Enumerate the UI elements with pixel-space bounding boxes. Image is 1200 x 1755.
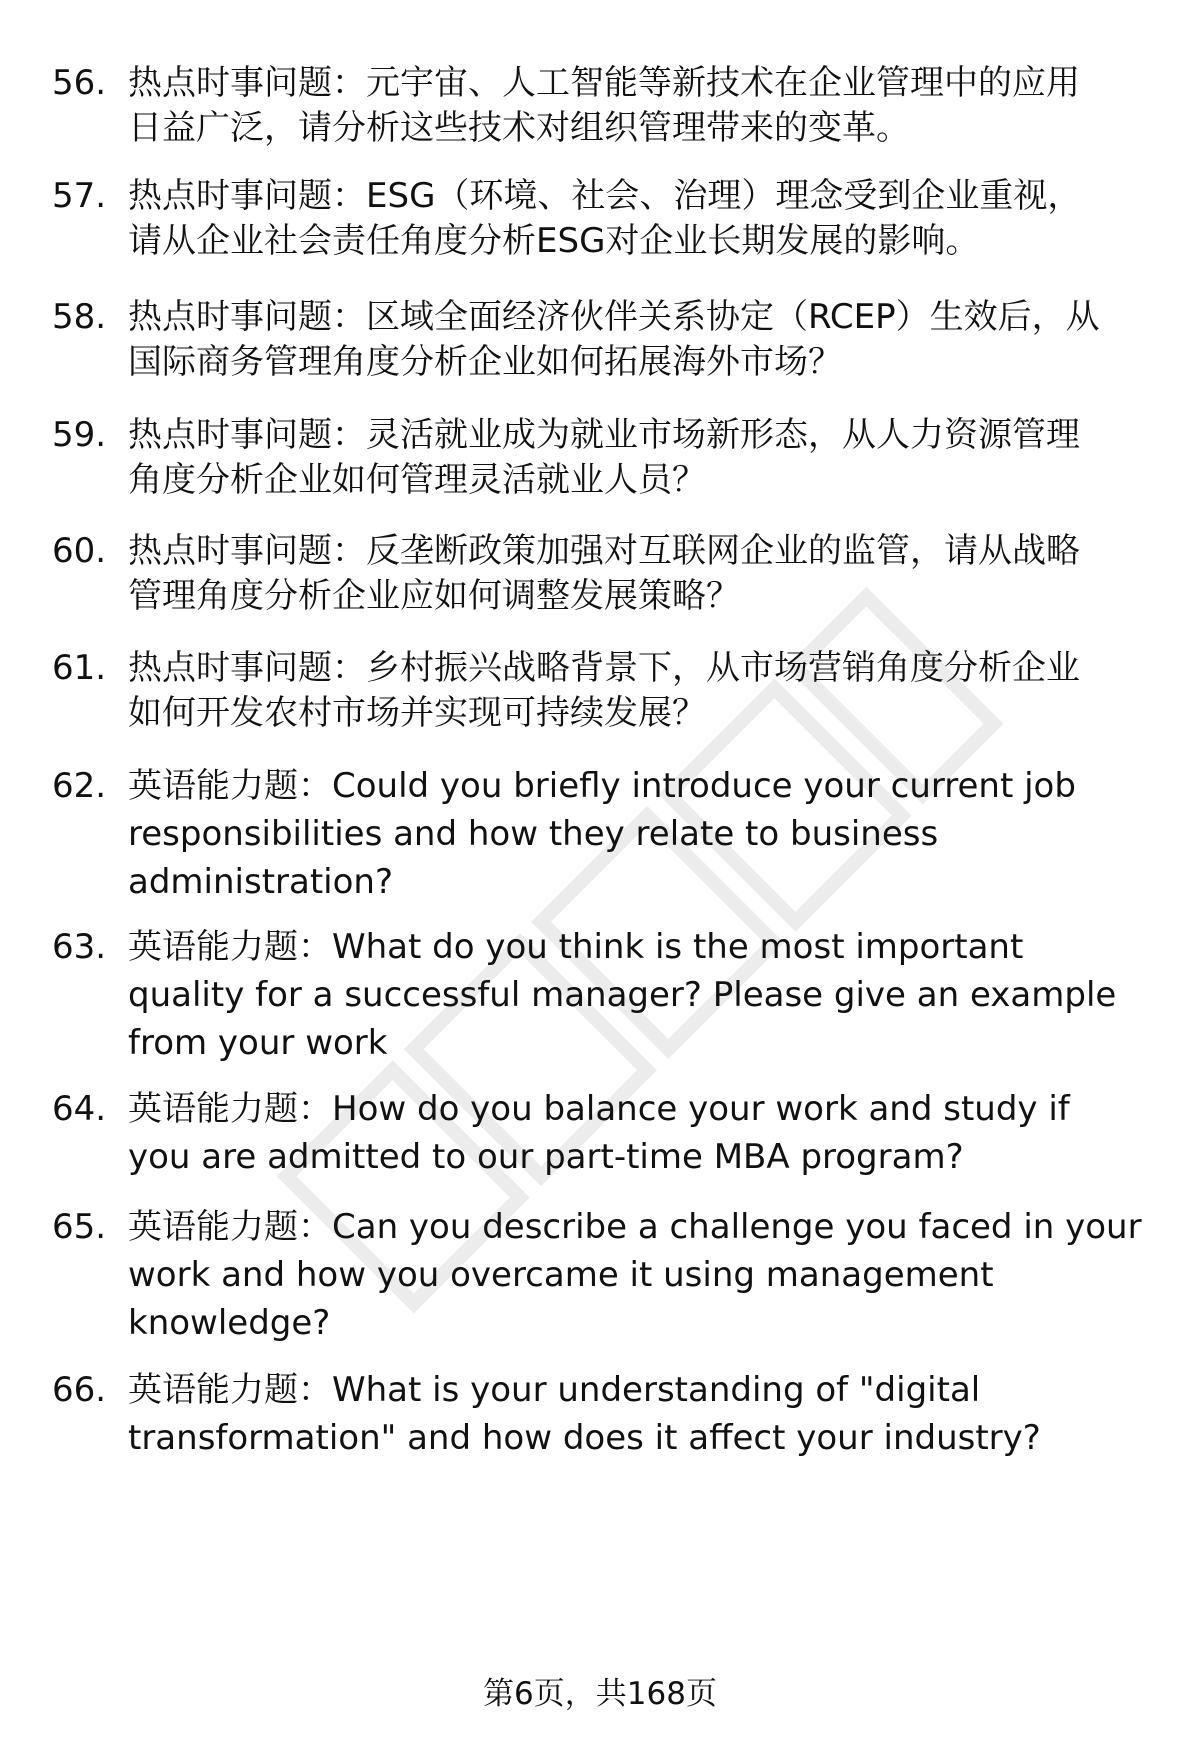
question-text-line: 英语能力题：Can you describe a challenge you faced in your (128, 1207, 1142, 1247)
question-text-line: 角度分析企业如何管理灵活就业人员？ (128, 460, 706, 500)
question-text-line: 请从企业社会责任角度分析ESG对企业长期发展的影响。 (128, 221, 980, 261)
question-number: 56. (52, 63, 107, 103)
question-text-line: transformation" and how does it affect your industry? (128, 1418, 1041, 1458)
question-text-line: 英语能力题：What do you think is the most important (128, 927, 1024, 967)
question-number: 62. (52, 766, 107, 806)
question-number: 57. (52, 176, 107, 216)
question-text-line: 热点时事问题：ESG（环境、社会、治理）理念受到企业重视， (128, 176, 1082, 216)
question-text-line: 英语能力题：What is your understanding of "digital (128, 1370, 981, 1410)
question-text-line: responsibilities and how they relate to business (128, 814, 939, 854)
question-text-line: knowledge? (128, 1303, 331, 1343)
question-number: 61. (52, 648, 107, 688)
question-text-line: 日益广泛，请分析这些技术对组织管理带来的变革。 (128, 108, 910, 148)
question-text-line: 热点时事问题：元宇宙、人工智能等新技术在企业管理中的应用 (128, 63, 1080, 103)
question-text-line: quality for a successful manager? Please give an example (128, 975, 1117, 1015)
question-number: 60. (52, 531, 107, 571)
question-number: 58. (52, 297, 107, 337)
question-number: 65. (52, 1207, 107, 1247)
question-text-line: 管理角度分析企业应如何调整发展策略？ (128, 576, 740, 616)
question-text-line: 热点时事问题：区域全面经济伙伴关系协定（RCEP）生效后，从 (128, 297, 1100, 337)
page-footer: 第6页，共168页 (483, 1676, 717, 1712)
question-text-line: 英语能力题：Could you briefly introduce your current job (128, 766, 1076, 806)
question-number: 66. (52, 1370, 107, 1410)
question-text-line: work and how you overcame it using management (128, 1255, 994, 1295)
question-text-line: 英语能力题：How do you balance your work and study if (128, 1089, 1070, 1129)
question-text-line: 如何开发农村市场并实现可持续发展？ (128, 693, 706, 733)
question-text-line: administration? (128, 862, 394, 902)
question-number: 63. (52, 927, 107, 967)
question-text-line: 国际商务管理角度分析企业如何拓展海外市场？ (128, 342, 842, 382)
question-number: 64. (52, 1089, 107, 1129)
question-text-line: from your work (128, 1023, 388, 1063)
question-number: 59. (52, 415, 107, 455)
question-text-line: 热点时事问题：乡村振兴战略背景下，从市场营销角度分析企业 (128, 648, 1080, 688)
question-text-line: 热点时事问题：反垄断政策加强对互联网企业的监管，请从战略 (128, 531, 1080, 571)
question-text-line: you are admitted to our part-time MBA program? (128, 1137, 964, 1177)
question-text-line: 热点时事问题：灵活就业成为就业市场新形态，从人力资源管理 (128, 415, 1080, 455)
